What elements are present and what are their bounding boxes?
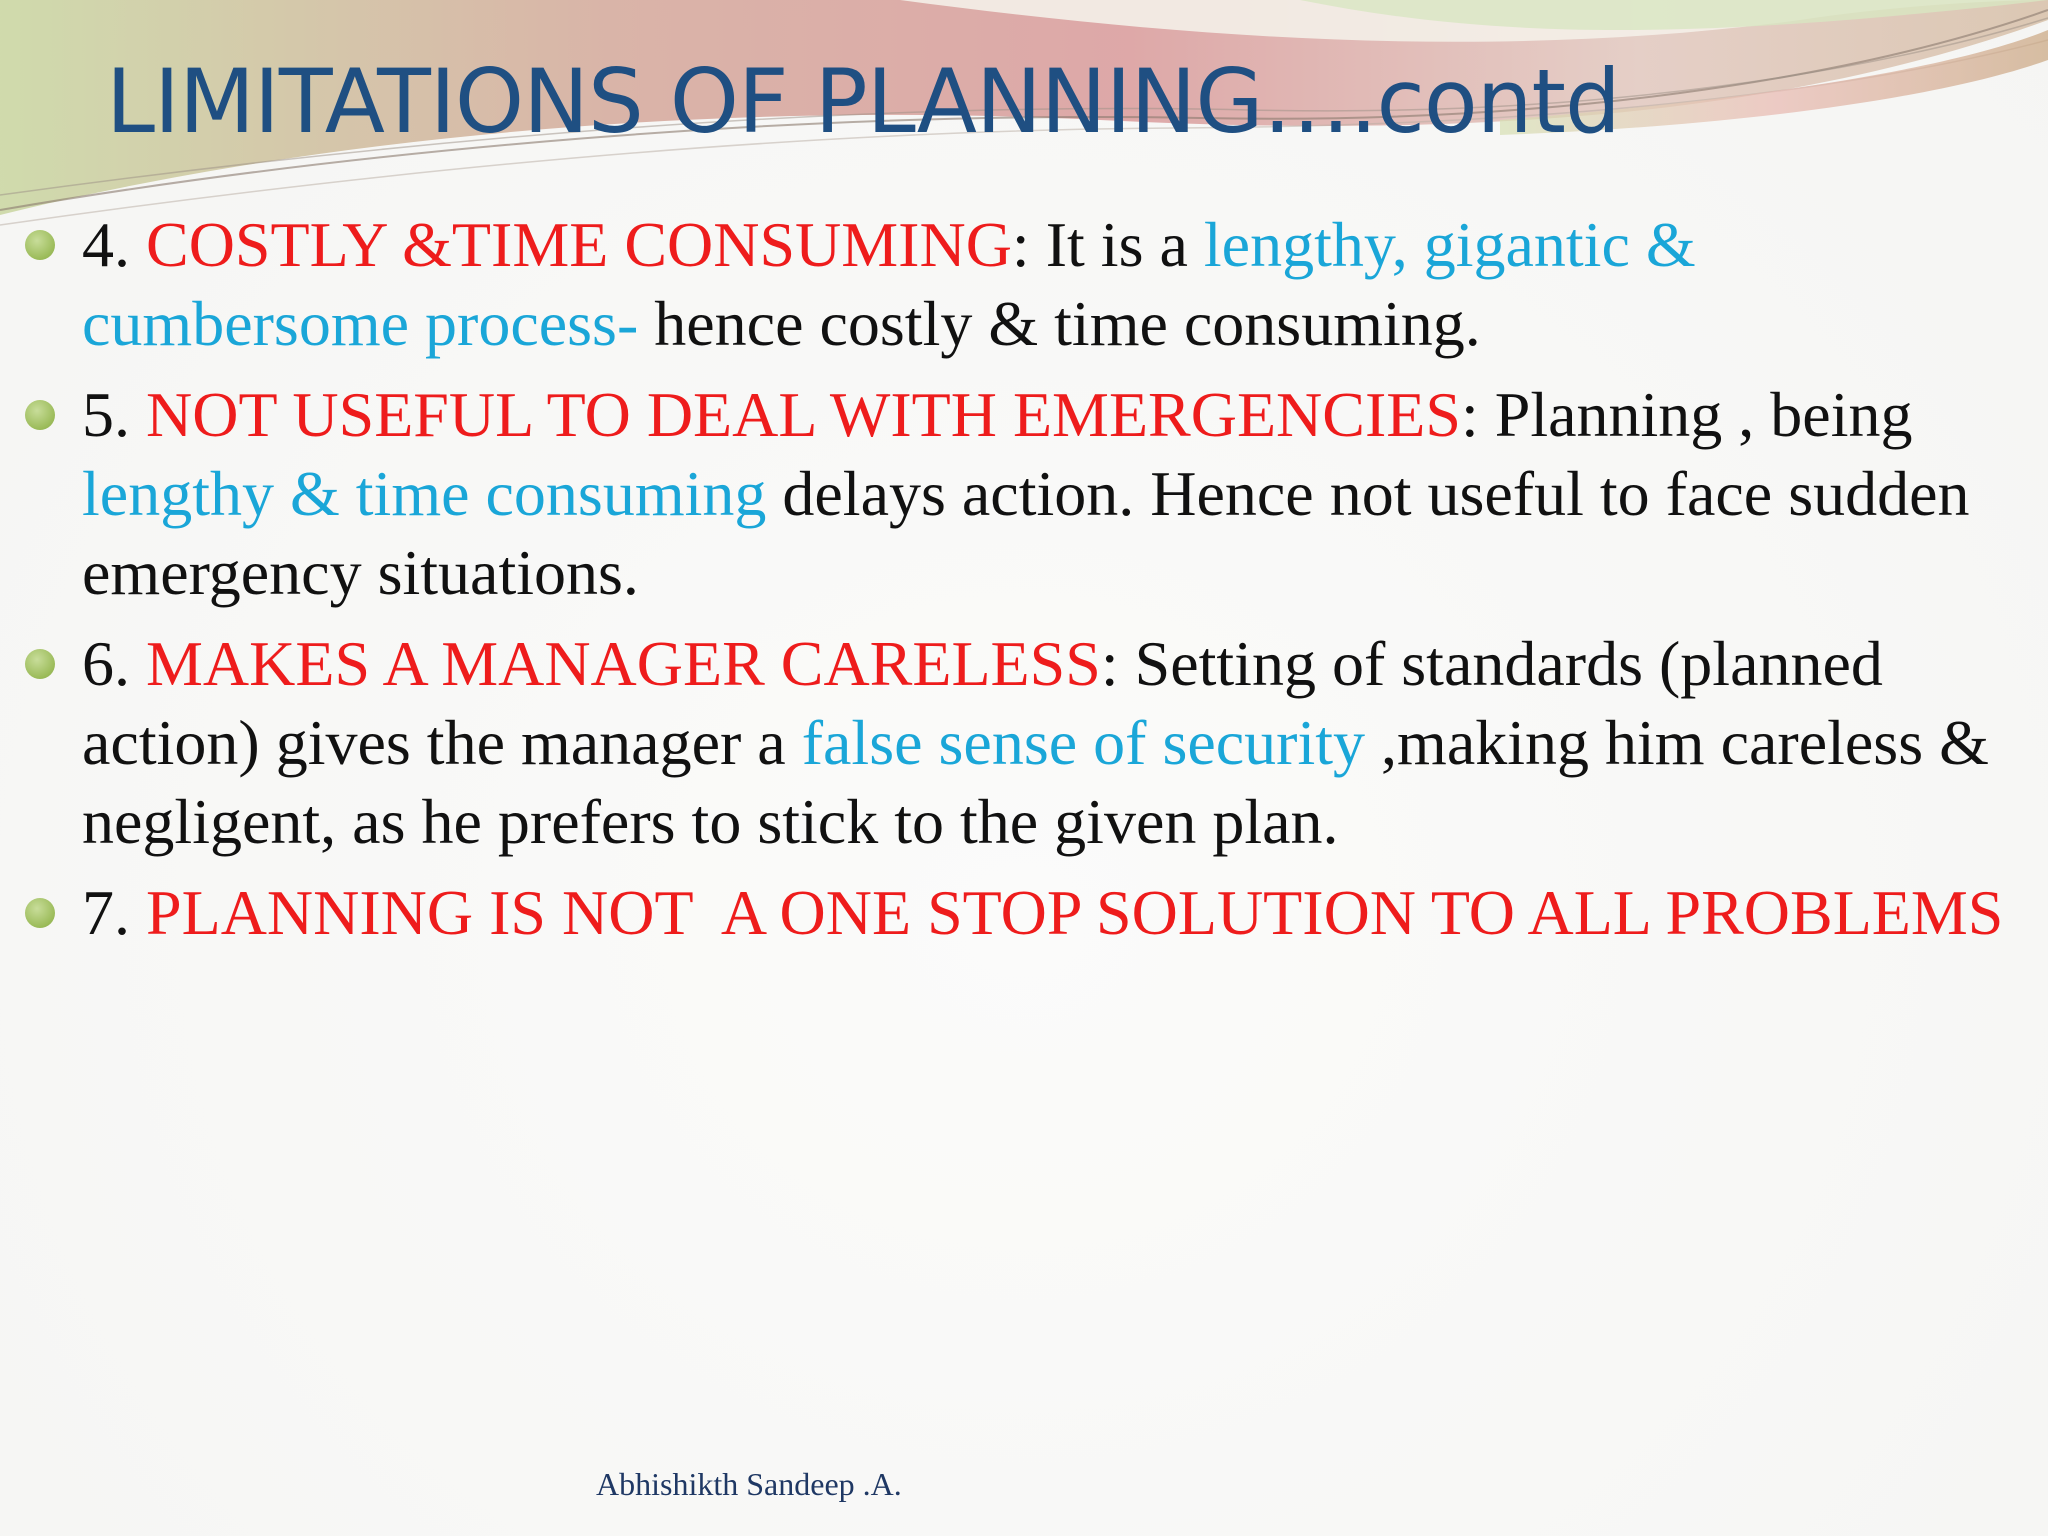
bullet-highlight: lengthy, gigantic & cumbersome process- (82, 209, 1696, 359)
bullet-text: : Planning , being (1460, 379, 1913, 450)
bullet-item-6 (0, 624, 2030, 861)
bullet-heading: NOT USEFUL TO DEAL WITH EMERGENCIES (146, 379, 1461, 450)
bullet-highlight: lengthy & time consuming (82, 458, 767, 529)
bullet-number: 5. (82, 379, 146, 450)
bullet-item-7 (0, 873, 2030, 952)
bullet-text: : Setting of standards (planned action) gives the manager a (82, 628, 1883, 778)
slide-title: LIMITATIONS OF PLANNING….contd (106, 50, 1620, 153)
bullet-number: 7. (82, 877, 146, 948)
bullet-text: hence costly & time consuming. (638, 288, 1481, 359)
bullet-text: : It is a (1011, 209, 1204, 280)
bullet-item-5 (0, 375, 2030, 612)
bullet-text: delays action. Hence not useful to face sudden emergency situations. (82, 458, 1970, 608)
bullet-heading: COSTLY &TIME CONSUMING (146, 209, 1012, 280)
bullet-text: ,making him careless & negligent, as he prefers to stick to the given plan. (82, 707, 1989, 857)
bullet-list (0, 205, 2030, 964)
bullet-highlight: false sense of security (801, 707, 1366, 778)
bullet-item-4 (0, 205, 2030, 363)
bullet-number: 6. (82, 628, 146, 699)
bullet-heading: PLANNING IS NOT A ONE STOP SOLUTION TO ALL PROBLEMS (146, 877, 2004, 948)
bullet-dot-icon (25, 898, 55, 928)
bullet-heading: MAKES A MANAGER CARELESS (146, 628, 1101, 699)
bullet-number: 4. (82, 209, 146, 280)
footer-author: Abhishikth Sandeep .A. (596, 1466, 902, 1502)
bullet-dot-icon (25, 649, 55, 679)
bullet-dot-icon (25, 400, 55, 430)
bullet-dot-icon (25, 230, 55, 260)
